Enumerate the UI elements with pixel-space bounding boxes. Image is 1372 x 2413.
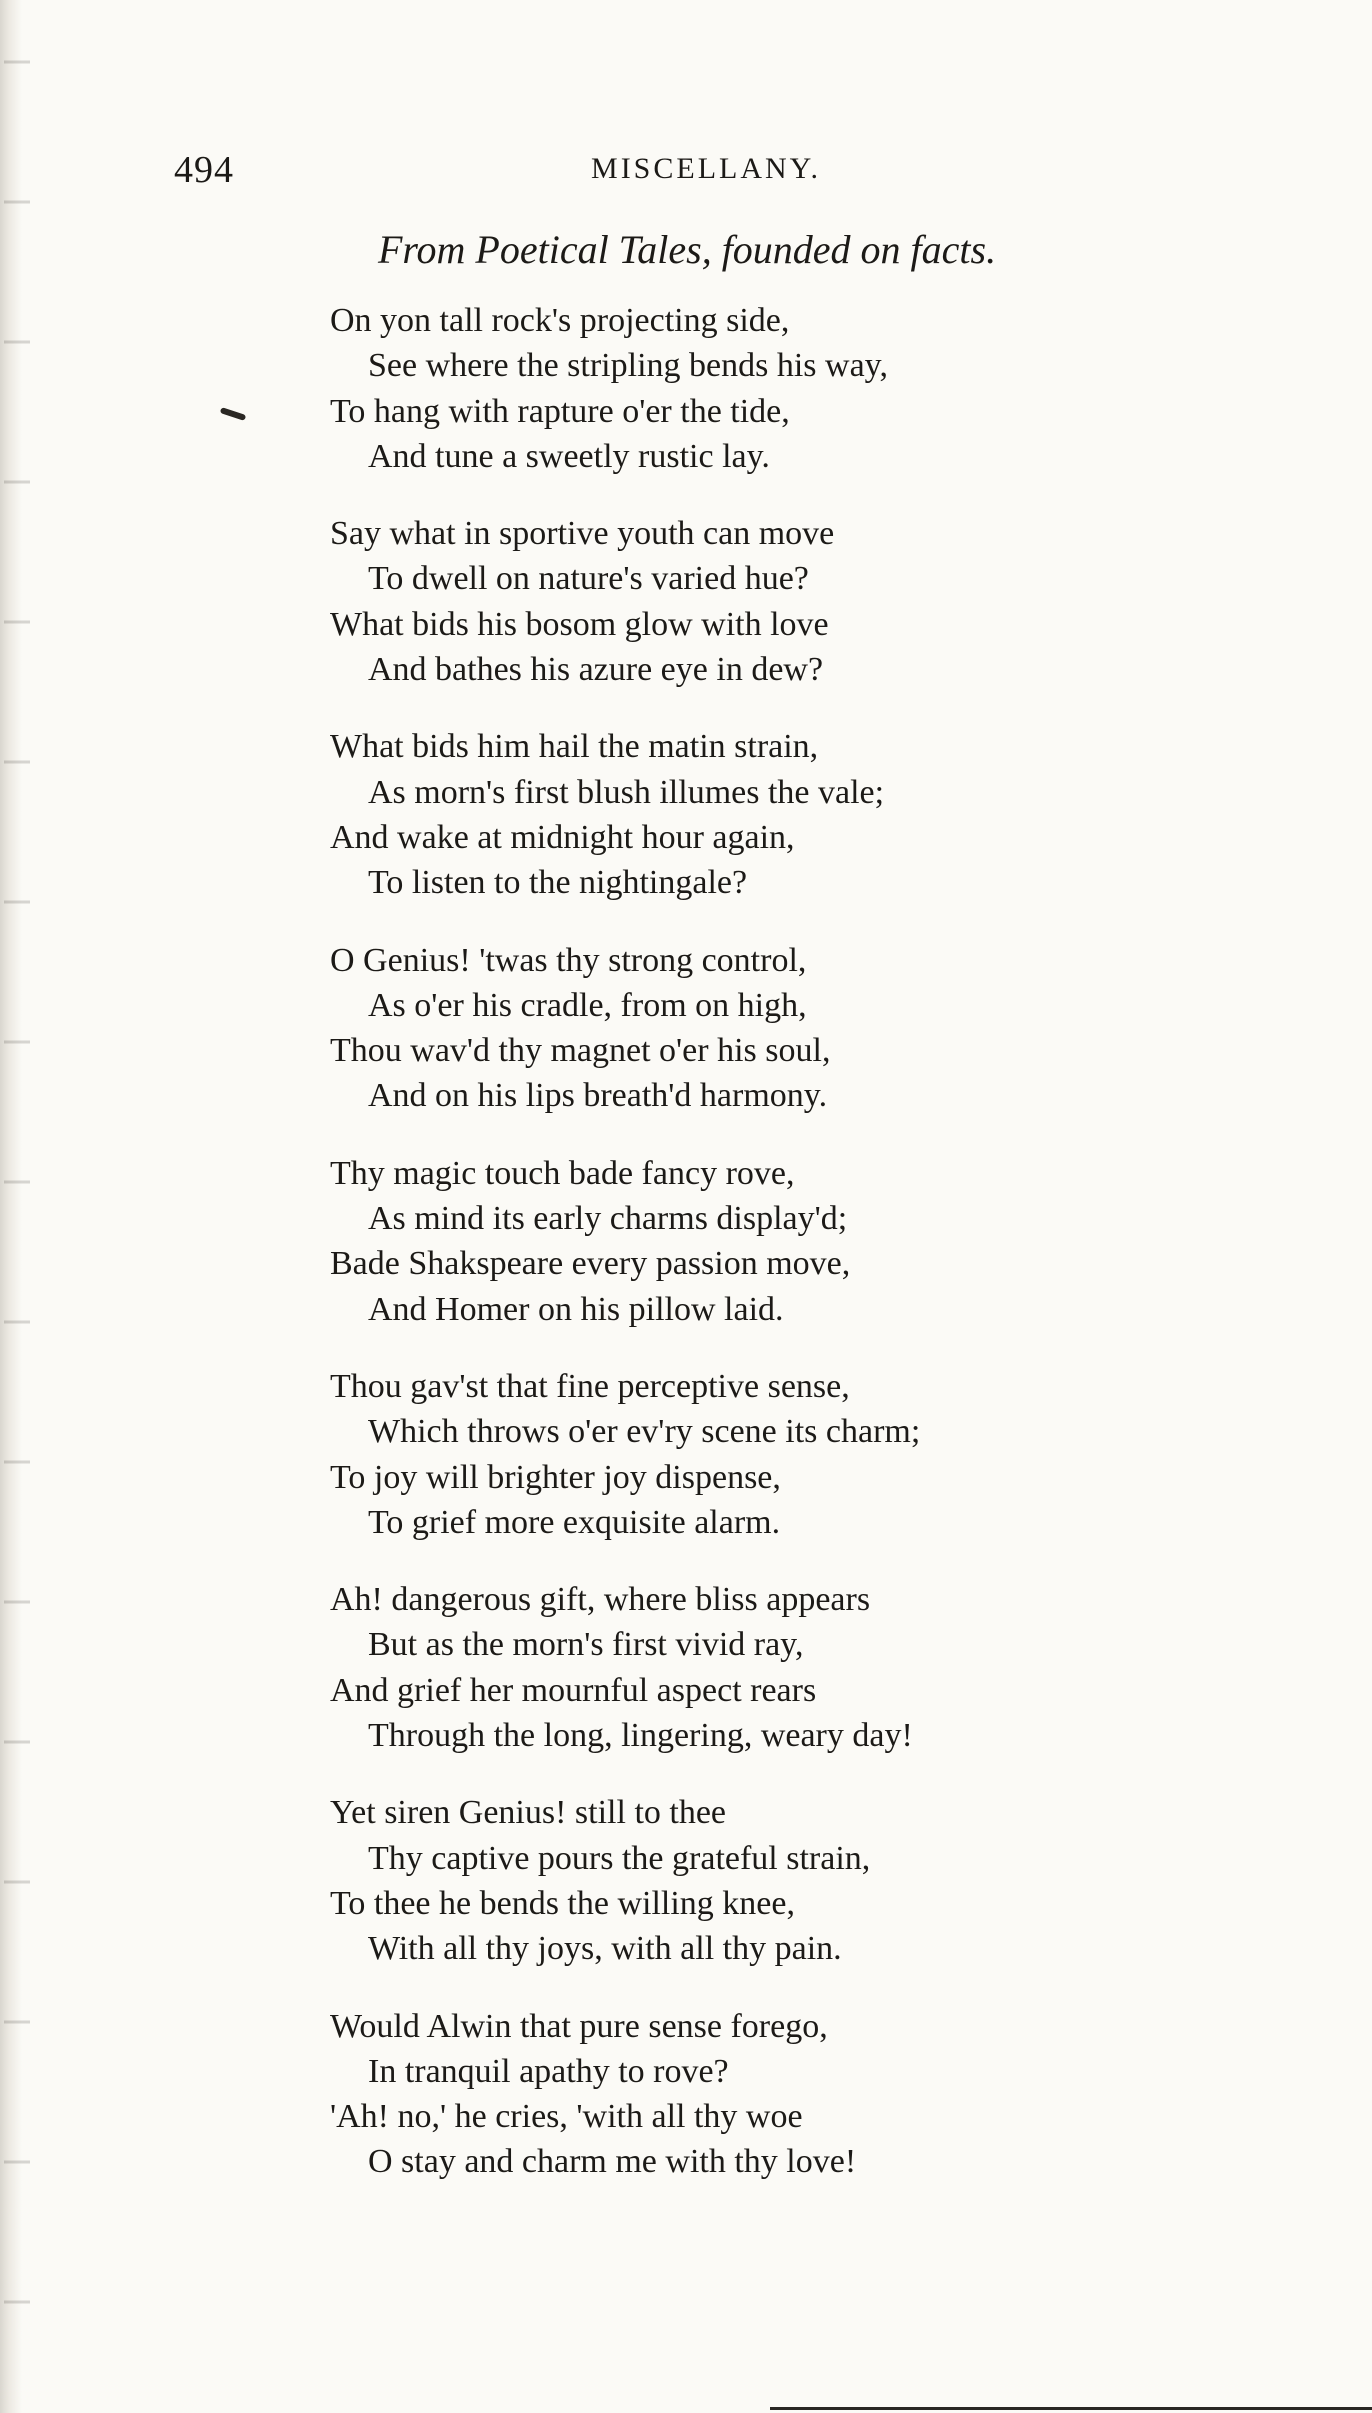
stanza: [330, 511, 1090, 692]
running-head: MISCELLANY.: [591, 152, 821, 185]
poem-line: To hang with rapture o'er the tide,: [330, 392, 790, 430]
poem-line: Thou wav'd thy magnet o'er his soul,: [330, 1032, 831, 1070]
poem-line: With all thy joys, with all thy pain.: [368, 1930, 842, 1968]
bottom-rule: [770, 2407, 1372, 2410]
poem-line: As o'er his cradle, from on high,: [368, 986, 807, 1024]
poem-line: In tranquil apathy to rove?: [368, 2052, 729, 2090]
poem-line: But as the morn's first vivid ray,: [368, 1626, 804, 1664]
poem-line: To thee he bends the willing knee,: [330, 1884, 795, 1922]
poem-line: And bathes his azure eye in dew?: [368, 651, 824, 689]
poem-line: And tune a sweetly rustic lay.: [368, 437, 770, 475]
stanza: [330, 1790, 1090, 1971]
page-number: 494: [174, 149, 234, 191]
margin-mark: [220, 407, 247, 421]
stanza: [330, 724, 1090, 905]
stanza: [330, 1364, 1090, 1545]
poem-line: As mind its early charms display'd;: [368, 1200, 848, 1238]
stanza: [330, 938, 1090, 1119]
poem-line: To grief more exquisite alarm.: [368, 1503, 781, 1541]
poem-line: Yet siren Genius! still to thee: [330, 1794, 727, 1832]
poem-line: And grief her mournful aspect rears: [330, 1671, 817, 1709]
poem-line: To joy will brighter joy dispense,: [330, 1458, 781, 1496]
poem-line: And wake at midnight hour again,: [330, 818, 795, 856]
poem-line: Bade Shakspeare every passion move,: [330, 1245, 851, 1283]
poem-line: What bids his bosom glow with love: [330, 605, 829, 643]
binding-marks: [4, 0, 30, 2413]
poem-line: And on his lips breath'd harmony.: [368, 1077, 828, 1115]
poem-line: Thy magic touch bade fancy rove,: [330, 1154, 795, 1192]
poem-line: See where the stripling bends his way,: [368, 347, 888, 385]
poem-line: Would Alwin that pure sense forego,: [330, 2007, 828, 2045]
stanza: [330, 1151, 1090, 1332]
poem-title: From Poetical Tales, founded on facts.: [378, 227, 997, 272]
poem-line: On yon tall rock's projecting side,: [330, 302, 790, 339]
poem-line: Through the long, lingering, weary day!: [368, 1717, 913, 1755]
poem-line: Say what in sportive youth can move: [330, 515, 835, 553]
poem-line: Thy captive pours the grateful strain,: [368, 1839, 871, 1877]
poem-line: Ah! dangerous gift, where bliss appears: [330, 1581, 871, 1619]
stanza: [330, 1577, 1090, 1758]
stanza: [330, 2004, 1090, 2185]
poem-line: As morn's first blush illumes the vale;: [368, 773, 885, 811]
poem-line: To dwell on nature's varied hue?: [368, 560, 809, 598]
poem-line: What bids him hail the matin strain,: [330, 728, 819, 766]
poem-line: And Homer on his pillow laid.: [368, 1290, 784, 1328]
stanza: [330, 298, 1090, 479]
poem-body: [330, 298, 1090, 2217]
poem-line: O stay and charm me with thy love!: [368, 2143, 857, 2181]
poem-line: O Genius! 'twas thy strong control,: [330, 941, 807, 979]
poem-line: To listen to the nightingale?: [368, 864, 748, 902]
poem-line: Which throws o'er ev'ry scene its charm;: [368, 1413, 921, 1451]
poem-line: Thou gav'st that fine perceptive sense,: [330, 1367, 850, 1405]
poem-line: 'Ah! no,' he cries, 'with all thy woe: [330, 2098, 803, 2136]
